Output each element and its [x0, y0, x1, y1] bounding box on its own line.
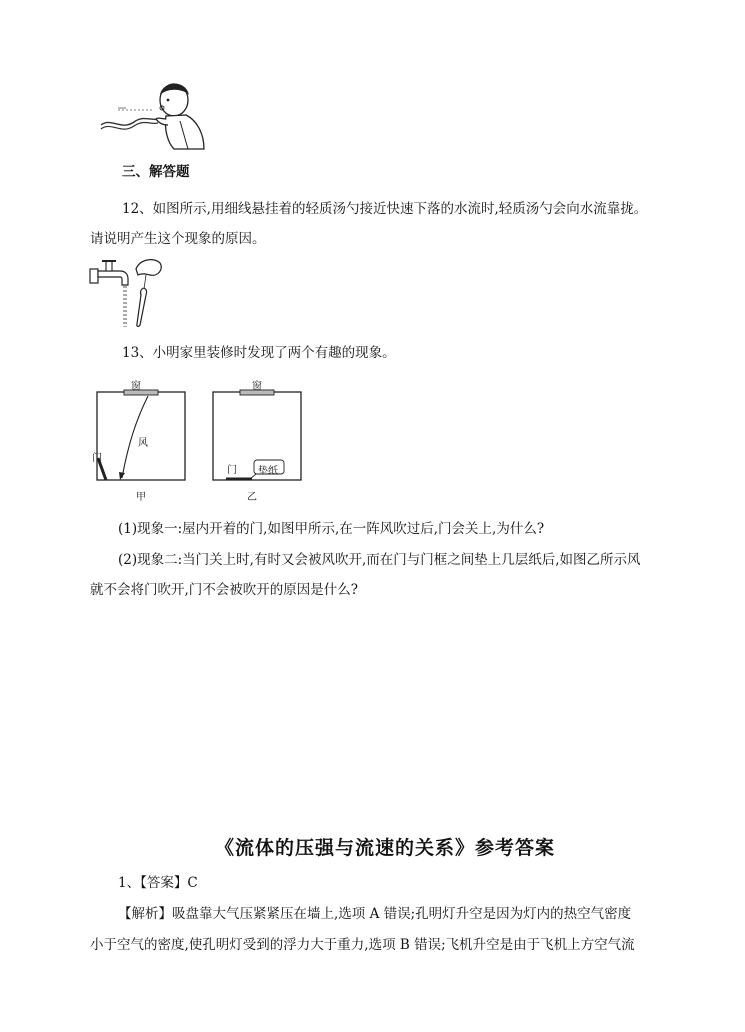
door-label-yi: 门: [227, 465, 237, 476]
question-13-part2-line2: 就不会将门吹开,门不会被吹开的原因是什么?: [90, 582, 359, 598]
door-label-jia: 门: [92, 453, 102, 464]
boy-blowing-paper-illustration: [96, 75, 206, 150]
window-label-yi: 窗: [252, 381, 262, 392]
question-12-text-line2: 请说明产生这个现象的原因。: [90, 231, 266, 247]
section-heading: 三、解答题: [122, 164, 190, 180]
window-label-jia: 窗: [131, 381, 141, 392]
wind-label: 风: [138, 438, 148, 449]
pad-label: 垫纸: [258, 466, 278, 477]
faucet-spoon-illustration: [88, 255, 168, 330]
answer-1-analysis-line2: 小于空气的密度,使孔明灯受到的浮力大于重力,选项 B 错误;飞机升空是由于飞机上方空气流: [90, 937, 635, 953]
answer-1-label: 1、【答案】C: [118, 875, 198, 891]
figure-caption-jia: 甲: [136, 492, 146, 503]
question-13-part2-line1: (2)现象二:当门关上时,有时又会被风吹开,而在门与门框之间垫上几层纸后,如图乙所示风: [118, 552, 641, 568]
question-13-intro: 13、小明家里装修时发现了两个有趣的现象。: [122, 345, 396, 361]
figure-caption-yi: 乙: [247, 492, 257, 503]
answer-1-analysis-line1: 【解析】吸盘靠大气压紧紧压在墙上,选项 A 错误;孔明灯升空是因为灯内的热空气密度: [118, 906, 632, 922]
answers-title: 《流体的压强与流速的关系》参考答案: [215, 837, 556, 859]
question-13-part1: (1)现象一:屋内开着的门,如图甲所示,在一阵风吹过后,门会关上,为什么?: [118, 521, 545, 537]
question-12-text-line1: 12、如图所示,用细线悬挂着的轻质汤勺接近快速下落的水流时,轻质汤勺会向水流靠拢。: [122, 201, 648, 217]
